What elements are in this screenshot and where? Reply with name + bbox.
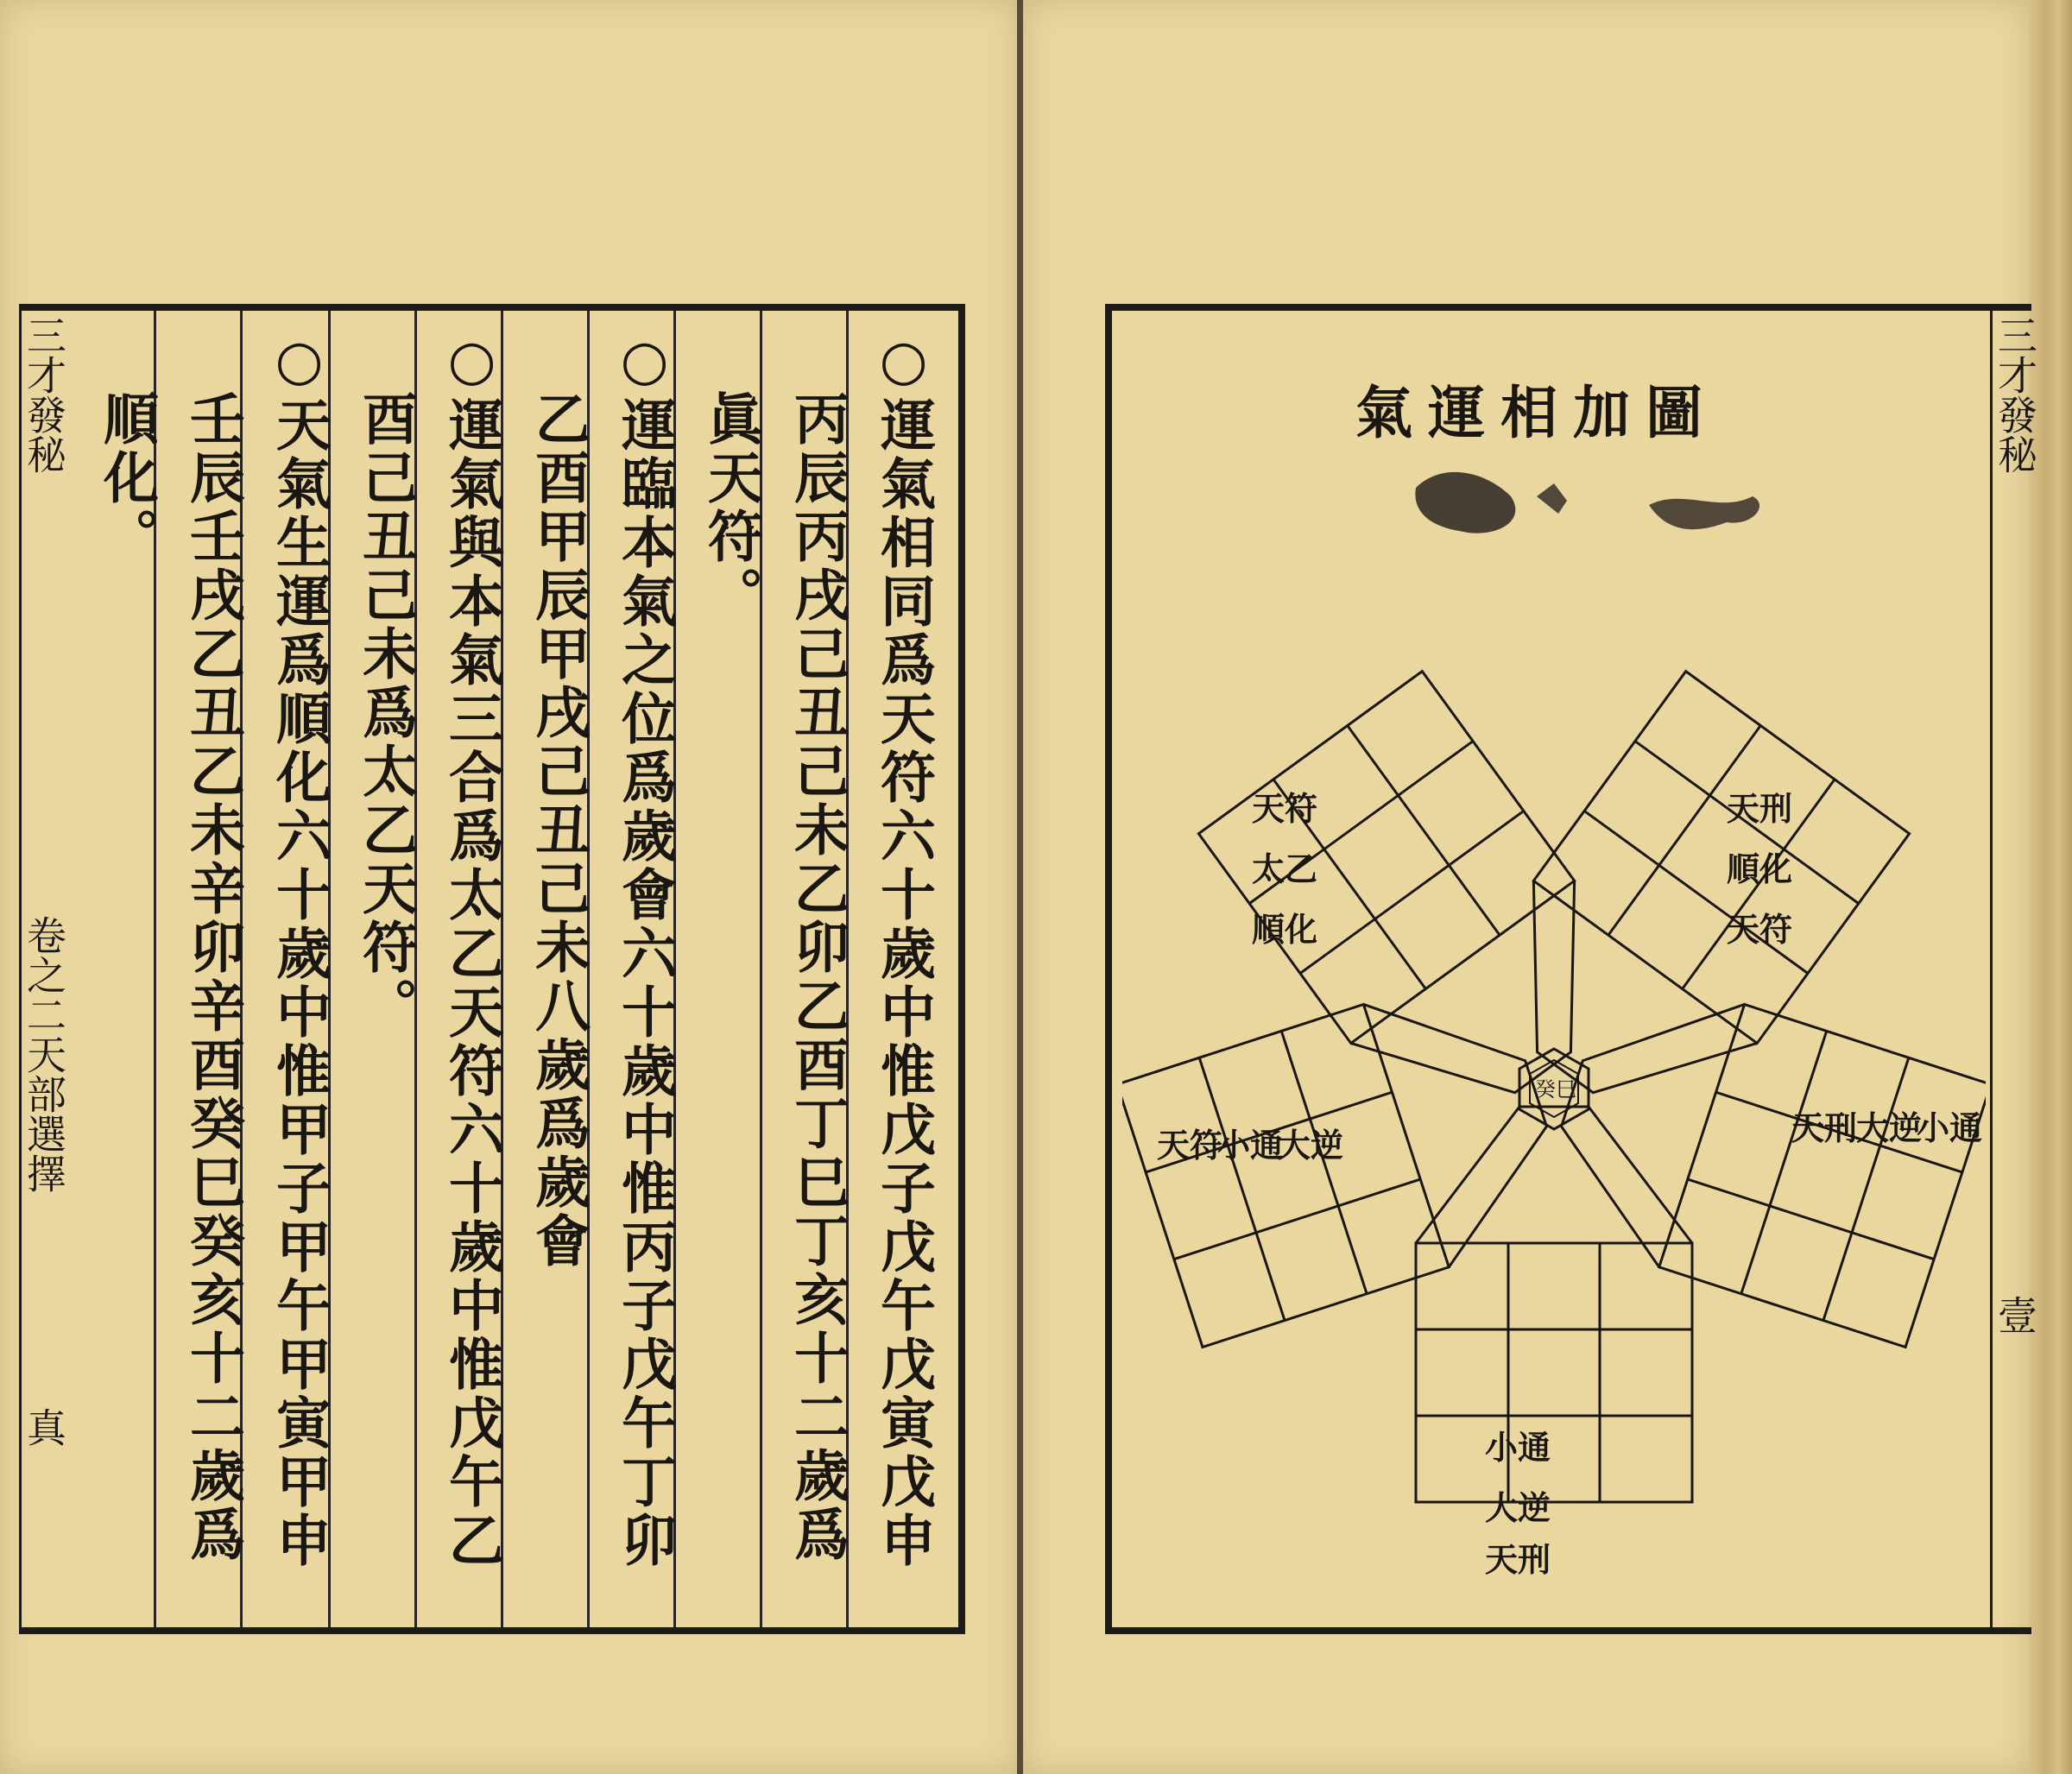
text-column-7 xyxy=(354,390,416,1036)
petal-left-labels xyxy=(1157,1126,1343,1165)
petal-label: 小通 xyxy=(1917,1108,1983,1147)
petal-label: 大逆 xyxy=(1485,1488,1551,1527)
petal-label: 大逆 xyxy=(1856,1108,1923,1147)
petal-label: 小通 xyxy=(1485,1428,1551,1467)
petal-right-labels xyxy=(1791,1108,1982,1147)
column-text: 乙酉甲辰甲戌己丑己未八歲爲歲會 xyxy=(526,390,591,1271)
column-text: 運氣相同爲天符六十歲中惟戊子戊午戊寅戊申 xyxy=(871,396,936,1570)
petal-label: 順化 xyxy=(1252,910,1318,949)
column-text: 運臨本氣之位爲歲會六十歲中惟丙子戊午丁卯 xyxy=(612,396,677,1570)
text-column-1 xyxy=(872,328,934,1570)
text-column-4 xyxy=(613,328,675,1570)
book-title: 三才發秘 xyxy=(21,315,67,474)
column-text: 運氣與本氣三合爲太乙天符六十歲中惟戊午乙 xyxy=(439,396,504,1570)
column-text: 丙辰丙戌己丑己未乙卯乙酉丁巳丁亥十二歲爲 xyxy=(785,390,850,1564)
petal-bottom-labels xyxy=(1485,1428,1551,1579)
left-text-frame xyxy=(69,304,965,1634)
qi-yun-diagram xyxy=(1122,656,1986,1597)
section-title: 卷之二天部選擇 xyxy=(21,915,67,1193)
left-margin-column xyxy=(19,304,72,1634)
right-margin-column xyxy=(1990,304,2038,1634)
column-text: 順化。 xyxy=(94,390,159,566)
column-marker: ○ xyxy=(439,328,504,396)
petal-label: 天符 xyxy=(1252,789,1318,828)
petal-topleft-labels xyxy=(1252,789,1317,949)
text-column-5 xyxy=(527,390,589,1271)
column-marker: ○ xyxy=(267,328,332,396)
column-text: 酉己丑己未爲太乙天符。 xyxy=(353,390,418,1036)
text-column-3 xyxy=(699,390,761,625)
petal-label: 大逆 xyxy=(1278,1126,1344,1165)
petal-label: 天符 xyxy=(1727,910,1793,949)
text-column-6 xyxy=(440,328,502,1570)
column-text: 壬辰壬戌乙丑乙未辛卯辛酉癸巳癸亥十二歲爲 xyxy=(180,390,245,1564)
column-text: 天氣生運爲順化六十歲中惟甲子甲午甲寅甲申 xyxy=(267,396,332,1570)
page-edges xyxy=(2029,0,2072,1774)
petal-label: 天刑 xyxy=(1485,1540,1551,1579)
book-title: 三才發秘 xyxy=(1992,315,2038,474)
text-column-9 xyxy=(181,390,243,1564)
petal-label: 天刑 xyxy=(1727,789,1793,828)
text-column-10 xyxy=(95,390,157,566)
column-marker: ○ xyxy=(871,328,936,396)
petal-topright-labels xyxy=(1727,789,1792,949)
column-marker: ○ xyxy=(612,328,677,396)
text-column-2 xyxy=(786,390,848,1564)
petal-label: 太乙 xyxy=(1252,849,1318,888)
petal-label: 小通 xyxy=(1217,1126,1284,1165)
diagram-title: 氣運相加圖 xyxy=(1355,379,1718,446)
folio-mark: 真 xyxy=(21,1407,67,1447)
folio-mark: 壹 xyxy=(1992,1295,2038,1335)
column-text: 眞天符。 xyxy=(698,390,763,625)
text-column-8 xyxy=(268,328,330,1570)
petal-label: 天符 xyxy=(1157,1126,1223,1165)
center-label: 癸巳 xyxy=(1535,1077,1576,1102)
petal-label: 天刑 xyxy=(1791,1108,1858,1147)
seal-stamp xyxy=(1407,453,1787,557)
petal-label: 順化 xyxy=(1727,849,1793,888)
